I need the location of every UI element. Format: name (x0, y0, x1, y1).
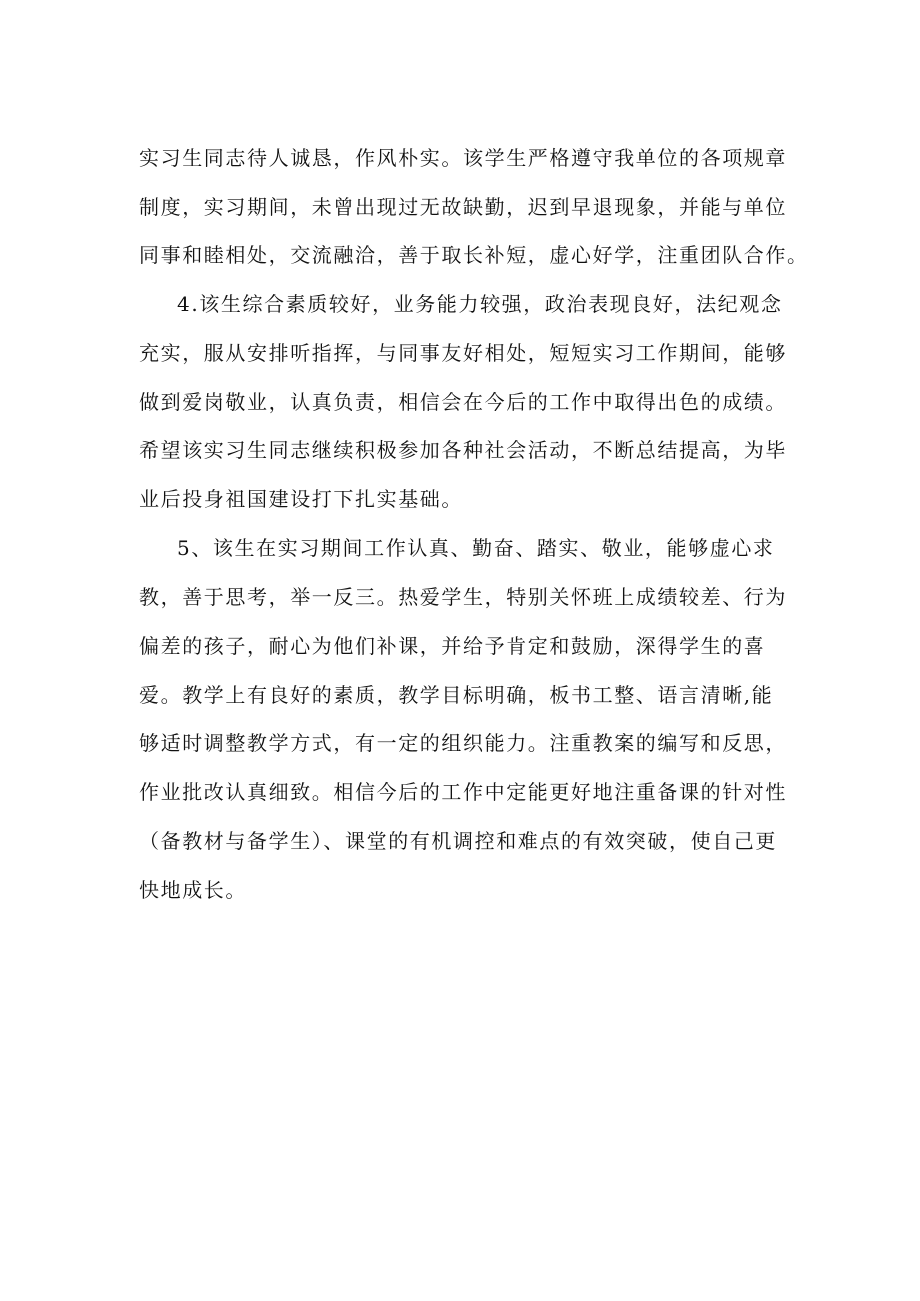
text-line: 教，善于思考，举一反三。热爱学生，特别关怀班上成绩较差、行为 (139, 585, 787, 609)
text-line: 4.该生综合素质较好，业务能力较强，政治表现良好，法纪观念 (177, 292, 783, 316)
text-line: 够适时调整教学方式，有一定的组织能力。注重教案的编写和反思， (139, 731, 787, 755)
text-line: 爱。教学上有良好的素质，教学目标明确，板书工整、语言清晰,能 (139, 683, 774, 707)
text-line: 实习生同志待人诚恳，作风朴实。该学生严格遵守我单位的各项规章 (139, 146, 787, 170)
text-line: 同事和睦相处，交流融洽，善于取长补短，虚心好学，注重团队合作。 (139, 243, 809, 267)
text-line: 希望该实习生同志继续积极参加各种社会活动，不断总结提高，为毕 (139, 438, 787, 462)
text-line: 作业批改认真细致。相信今后的工作中定能更好地注重备课的针对性 (139, 780, 787, 804)
text-line: 快地成长。 (139, 878, 247, 902)
text-line: 偏差的孩子，耐心为他们补课，并给予肯定和鼓励，深得学生的喜 (139, 634, 766, 658)
text-line: 充实，服从安排听指挥，与同事友好相处，短短实习工作期间，能够 (139, 341, 787, 365)
text-line: 制度，实习期间，未曾出现过无故缺勤，迟到早退现象，并能与单位 (139, 195, 787, 219)
text-line: 业后投身祖国建设打下扎实基础。 (139, 487, 463, 511)
text-line: 做到爱岗敬业，认真负责，相信会在今后的工作中取得出色的成绩。 (139, 390, 787, 414)
text-line: 5、该生在实习期间工作认真、勤奋、踏实、敬业，能够虚心求 (177, 536, 775, 560)
text-line: （备教材与备学生）、课堂的有机调控和难点的有效突破，使自己更 (139, 829, 777, 853)
